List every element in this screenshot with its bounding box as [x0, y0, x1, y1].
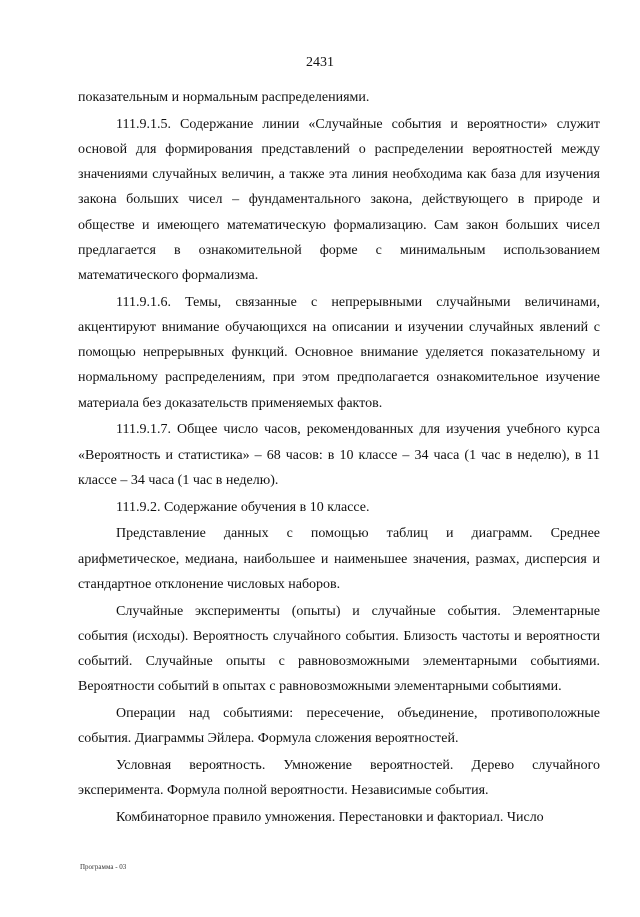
section-heading: 111.9.2. Содержание обучения в 10 классе.	[116, 499, 370, 515]
paragraph: показательным и нормальным распределениями.	[78, 90, 370, 105]
paragraph: Условная вероятность. Умножение вероятностей. Дерево случайного эксперимента. Формула полной вероятности. Независимые события.	[78, 758, 600, 799]
paragraph: Комбинаторное правило умножения. Перестановки и факториал. Число	[116, 810, 544, 826]
footer-label: Программа - 03	[80, 863, 127, 871]
document-body	[78, 85, 600, 832]
page-number: 2431	[306, 55, 334, 70]
paragraph: 111.9.1.6. Темы, связанные с непрерывными случайными величинами, акцентируют внимание обучающихся на описании и изучении случайных явлений с помощью непрерывных функций. Основное внимание уделяется показательному и нормальному распределениям, при этом предполагается ознакомительное изучение материала без доказательств применяемых фактов.	[78, 294, 600, 411]
paragraph: Случайные эксперименты (опыты) и случайные события. Элементарные события (исходы). Вероятность случайного события. Близость частоты и вероятности событий. Случайные опыты с равновозможными элементарными событиями. Вероятности событий в опытах с равновозможными элементарными событиями.	[78, 603, 600, 695]
paragraph: 111.9.1.5. Содержание линии «Случайные события и вероятности» служит основой для формирования представлений о распределении вероятностей между значениями случайных величин, а также эта линия необходима как база для изучения закона больших чисел – фундаментального закона, действующего в природе и обществе и имеющего математическую формализацию. Сам закон больших чисел предлагается в ознакомительной форме с минимальным использованием математического формализма.	[78, 116, 600, 284]
paragraph: 111.9.1.7. Общее число часов, рекомендованных для изучения учебного курса «Вероятность и статистика» – 68 часов: в 10 классе – 34 часа (1 час в неделю), в 11 классе – 34 часа (1 час в неделю).	[78, 422, 600, 488]
paragraph: Операции над событиями: пересечение, объединение, противоположные события. Диаграммы Эйлера. Формула сложения вероятностей.	[78, 706, 600, 747]
paragraph: Представление данных с помощью таблиц и диаграмм. Среднее арифметическое, медиана, наибольшее и наименьшее значения, размах, дисперсия и стандартное отклонение числовых наборов.	[78, 526, 600, 592]
